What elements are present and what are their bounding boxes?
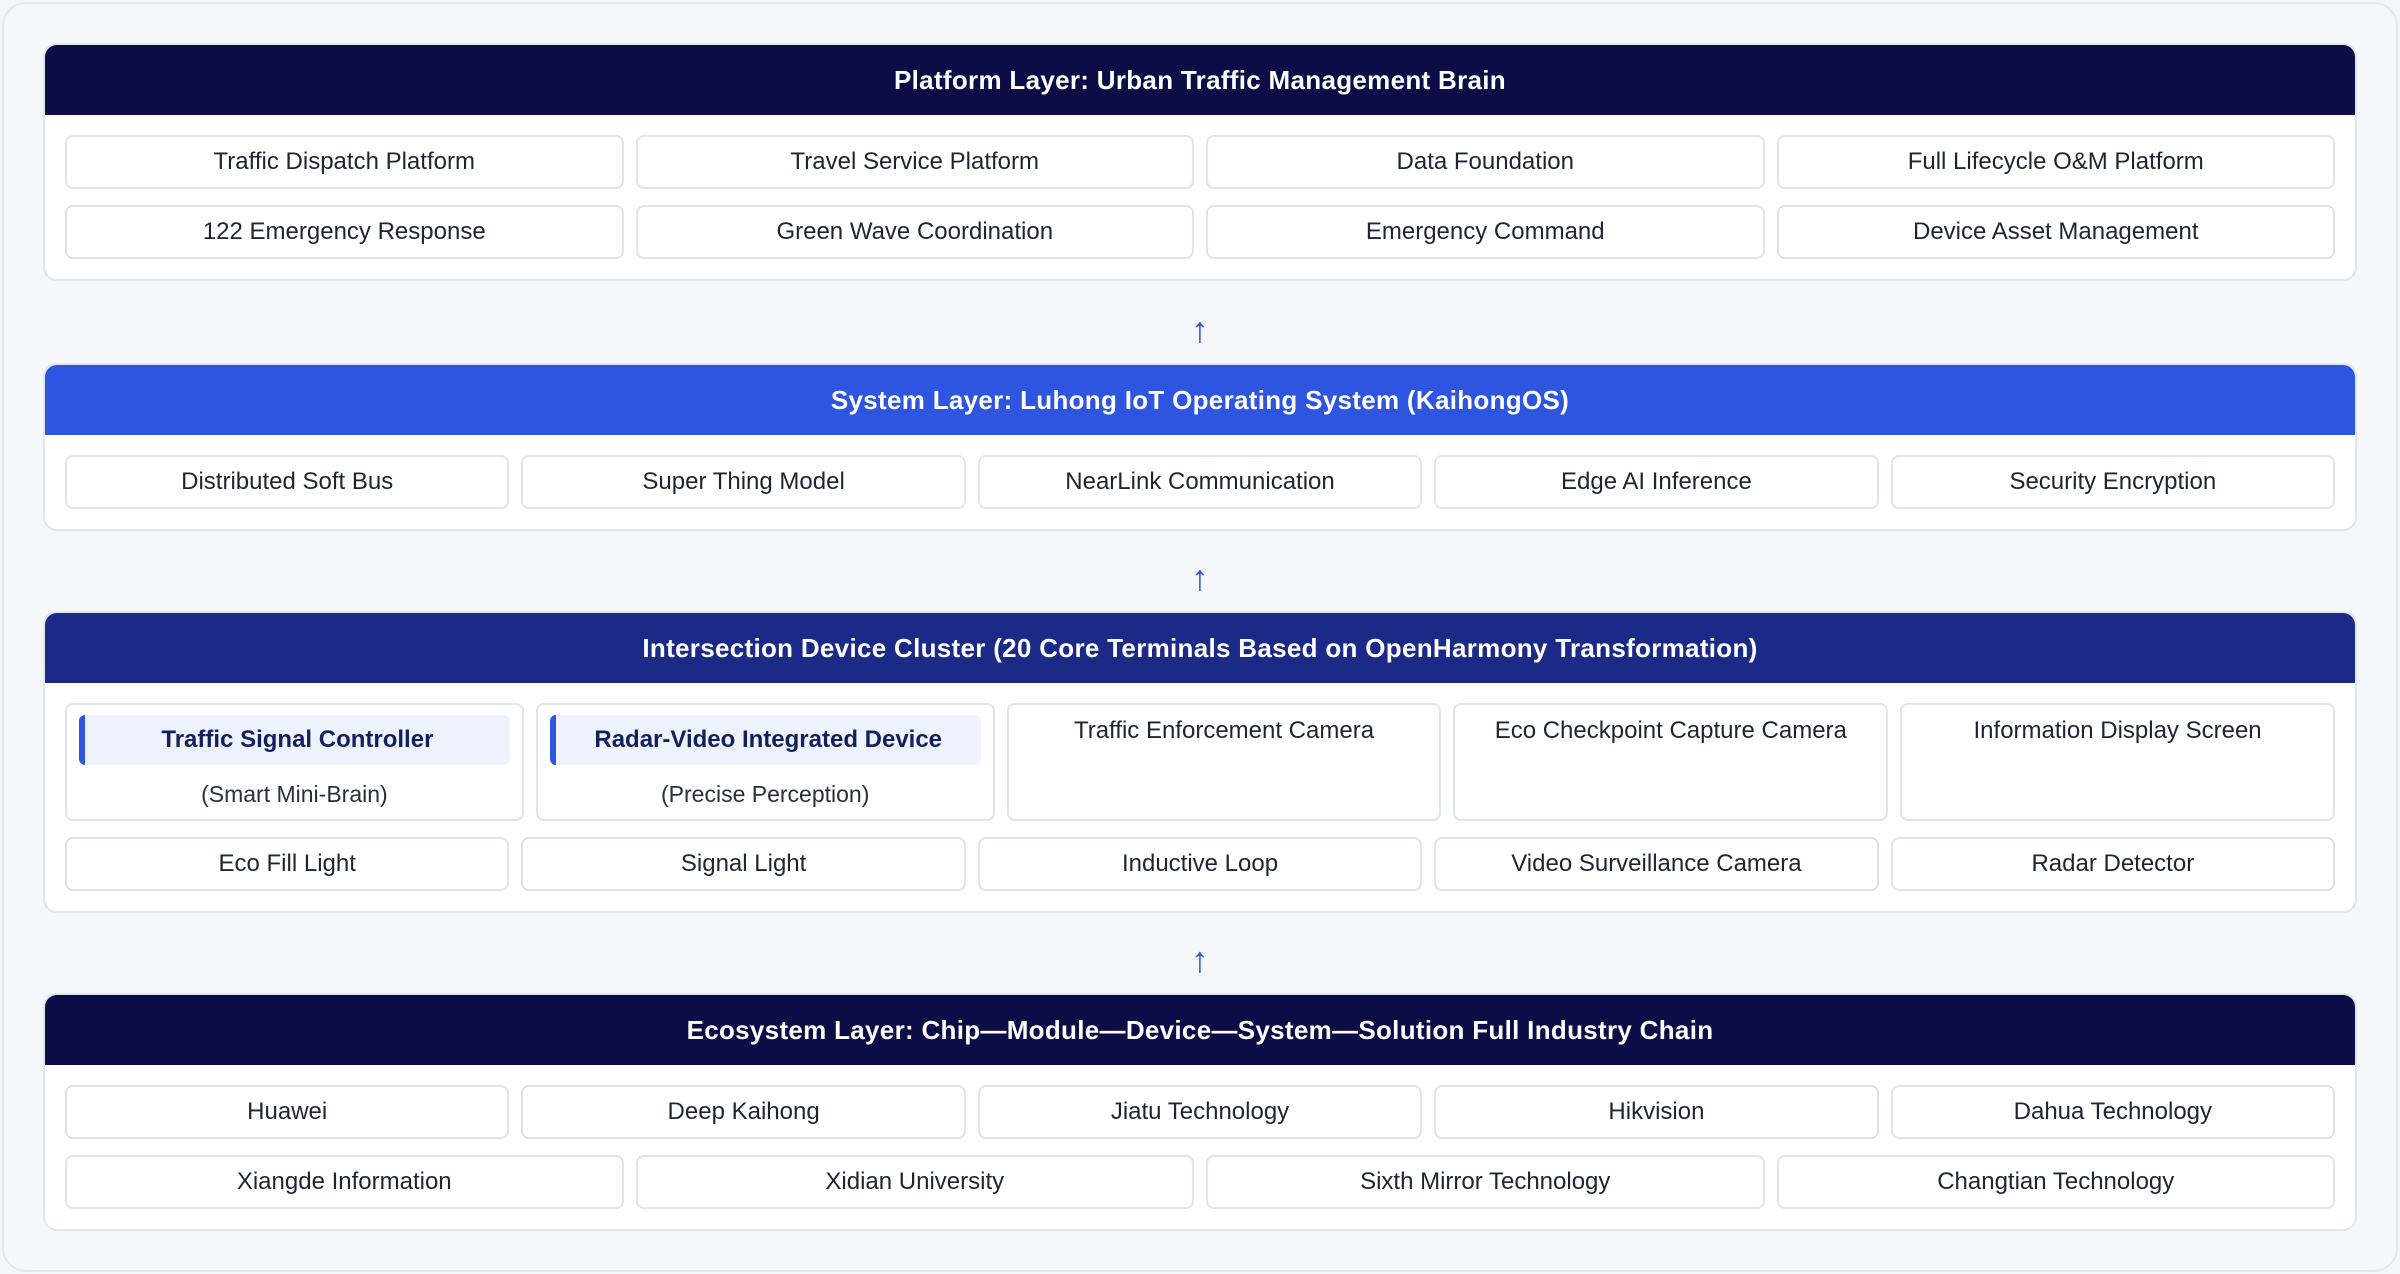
featured-device-radar-video xyxy=(536,703,995,821)
ecosystem-partner: Sixth Mirror Technology xyxy=(1206,1155,1765,1209)
device-item: Traffic Enforcement Camera xyxy=(1007,703,1442,821)
featured-device-name: Radar-Video Integrated Device xyxy=(550,715,981,765)
device-item: Eco Checkpoint Capture Camera xyxy=(1453,703,1888,821)
device-item: Information Display Screen xyxy=(1900,703,2335,821)
ecosystem-partner: Deep Kaihong xyxy=(521,1085,965,1139)
featured-device-name: Traffic Signal Controller xyxy=(79,715,510,765)
platform-item: Emergency Command xyxy=(1206,205,1765,259)
up-arrow-icon: ↑ xyxy=(1191,557,1209,598)
device-item: Signal Light xyxy=(521,837,965,891)
featured-device-desc: (Smart Mini-Brain) xyxy=(201,781,388,807)
platform-item: Traffic Dispatch Platform xyxy=(65,135,624,189)
ecosystem-layer xyxy=(43,993,2357,1231)
system-item: Edge AI Inference xyxy=(1434,455,1878,509)
platform-item: Device Asset Management xyxy=(1777,205,2336,259)
system-layer xyxy=(43,363,2357,531)
platform-item: Data Foundation xyxy=(1206,135,1765,189)
ecosystem-partner: Dahua Technology xyxy=(1891,1085,2335,1139)
platform-item: 122 Emergency Response xyxy=(65,205,624,259)
system-item: Distributed Soft Bus xyxy=(65,455,509,509)
ecosystem-partner: Changtian Technology xyxy=(1777,1155,2336,1209)
ecosystem-layer-title: Ecosystem Layer: Chip—Module—Device—System—Solution Full Industry Chain xyxy=(45,995,2355,1065)
ecosystem-partner: Xidian University xyxy=(636,1155,1195,1209)
device-cluster-layer xyxy=(43,611,2357,913)
device-item: Inductive Loop xyxy=(978,837,1422,891)
device-item: Video Surveillance Camera xyxy=(1434,837,1878,891)
platform-item: Full Lifecycle O&M Platform xyxy=(1777,135,2336,189)
device-layer-title: Intersection Device Cluster (20 Core Terminals Based on OpenHarmony Transformation) xyxy=(45,613,2355,683)
up-arrow-icon: ↑ xyxy=(1191,309,1209,350)
platform-layer-title: Platform Layer: Urban Traffic Management Brain xyxy=(45,45,2355,115)
up-arrow-icon: ↑ xyxy=(1191,939,1209,980)
featured-device-signal-controller xyxy=(65,703,524,821)
featured-device-desc: (Precise Perception) xyxy=(661,781,870,807)
platform-layer xyxy=(43,43,2357,281)
ecosystem-partner: Jiatu Technology xyxy=(978,1085,1422,1139)
device-item: Radar Detector xyxy=(1891,837,2335,891)
system-item: NearLink Communication xyxy=(978,455,1422,509)
ecosystem-partner: Xiangde Information xyxy=(65,1155,624,1209)
system-item: Super Thing Model xyxy=(521,455,965,509)
platform-item: Travel Service Platform xyxy=(636,135,1195,189)
device-item: Eco Fill Light xyxy=(65,837,509,891)
ecosystem-partner: Hikvision xyxy=(1434,1085,1878,1139)
platform-item: Green Wave Coordination xyxy=(636,205,1195,259)
ecosystem-partner: Huawei xyxy=(65,1085,509,1139)
system-item: Security Encryption xyxy=(1891,455,2335,509)
system-layer-title: System Layer: Luhong IoT Operating System (KaihongOS) xyxy=(45,365,2355,435)
